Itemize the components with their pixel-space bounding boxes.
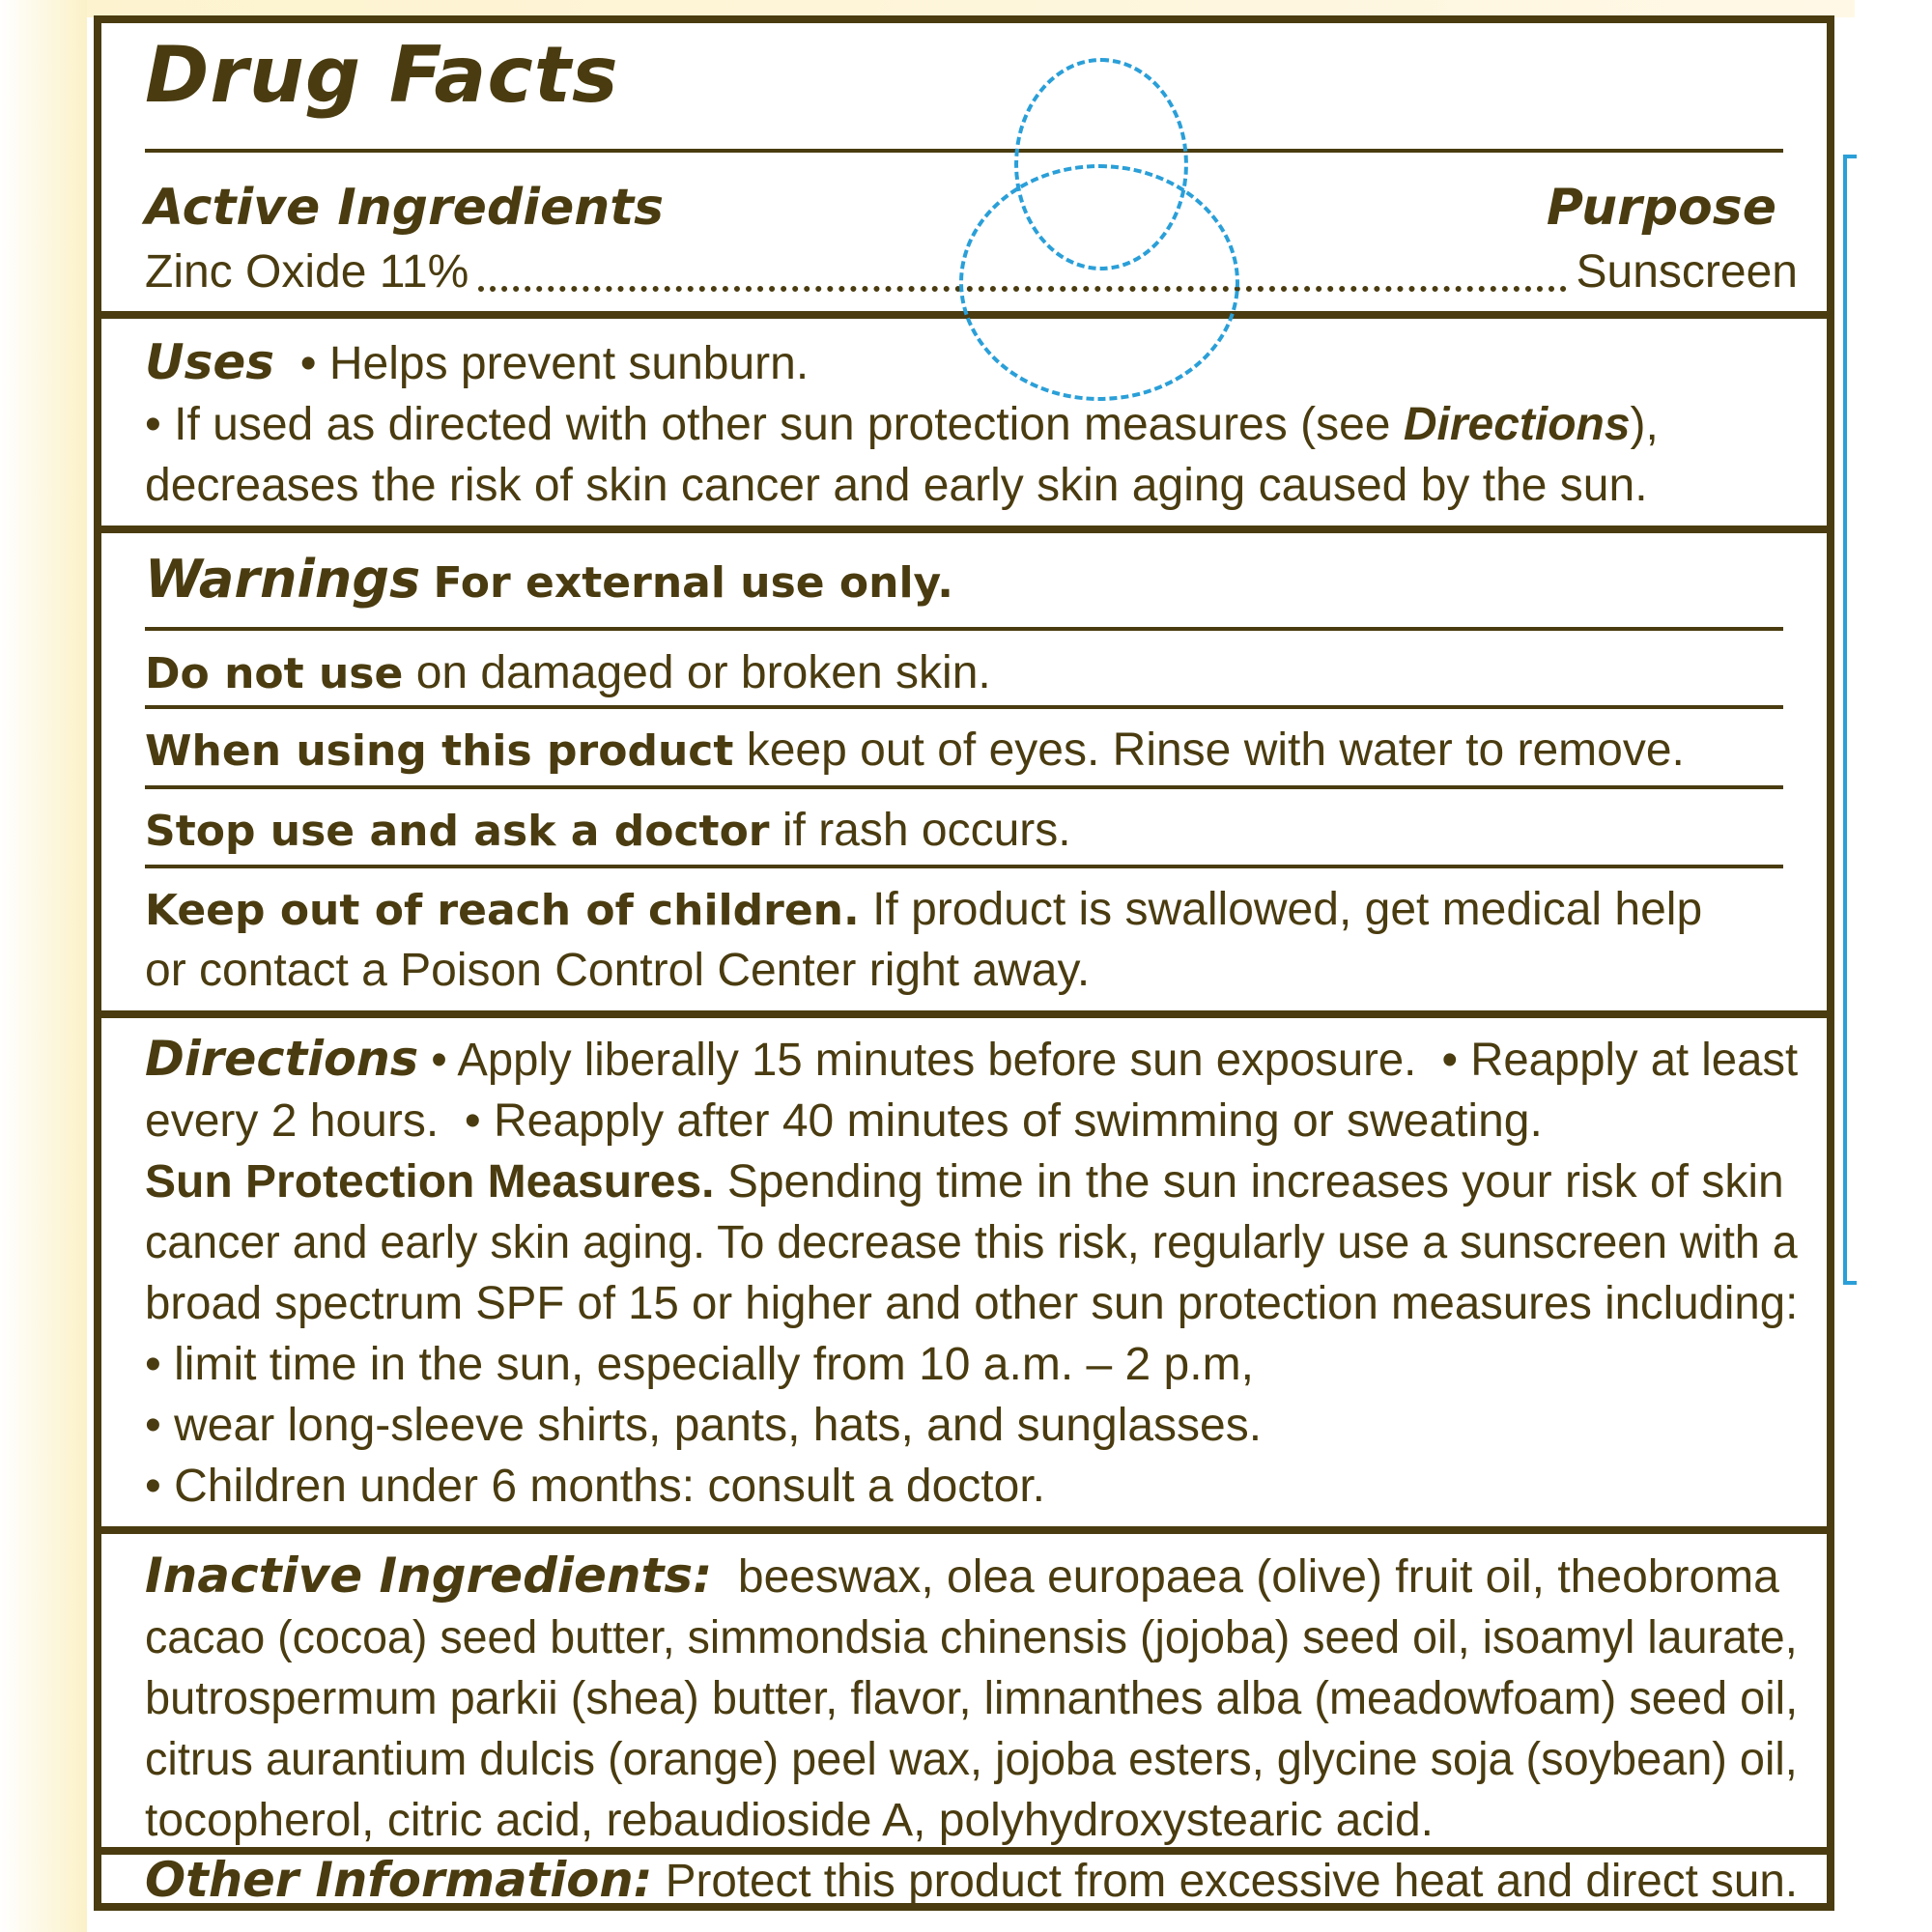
bullet-text: wear long-sleeve shirts, pants, hats, and sunglasses.	[174, 1400, 1263, 1451]
spm-label: Sun Protection Measures.	[145, 1156, 715, 1208]
drug-facts-panel	[94, 15, 1834, 1911]
right-blue-accent	[1843, 155, 1861, 1285]
do-not-use-line	[145, 643, 1798, 704]
directions-apply: Apply liberally 15 minutes before sun exposure.	[457, 1035, 1417, 1086]
directions-reapply-swim: Reapply after 40 minutes of swimming or sweating.	[493, 1095, 1543, 1147]
directions-reapply: Reapply at least	[1470, 1035, 1799, 1086]
warnings-line	[145, 549, 1798, 613]
warnings-external: For external use only.	[433, 558, 953, 608]
inactive-line-1	[145, 1548, 1798, 1607]
spm-line-3: broad spectrum SPF of 15 or higher and other sun protection measures including:	[145, 1278, 1799, 1329]
active-ingredient-purpose: Sunscreen	[1576, 246, 1798, 298]
spm-text-1: Spending time in the sun increases your risk of skin	[726, 1156, 1784, 1208]
warnings-rule	[145, 705, 1783, 709]
warnings-rule	[145, 785, 1783, 789]
active-ingredients-header: Active Ingredients	[145, 179, 665, 237]
directions-bullet-1: • limit time in the sun, especially from 10 a.m. – 2 p.m,	[145, 1339, 1254, 1390]
spm-line-2: cancer and early skin aging. To decrease this risk, regularly use a sunscreen with a	[145, 1217, 1798, 1268]
do-not-use-label: Do not use	[145, 649, 404, 698]
section-divider	[101, 526, 1827, 533]
other-info-text: Protect this product from excessive heat and direct sun.	[665, 1856, 1799, 1907]
title-rule	[145, 149, 1783, 153]
bullet-text: limit time in the sun, especially from 10 a.m. – 2 p.m,	[174, 1339, 1254, 1390]
when-using-line	[145, 721, 1798, 781]
page-title: Drug Facts	[145, 30, 619, 120]
directions-label: Directions	[145, 1031, 419, 1087]
inactive-label: Inactive Ingredients:	[145, 1548, 713, 1604]
other-info-line	[145, 1852, 1799, 1912]
directions-bullet-2: • wear long-sleeve shirts, pants, hats, and sunglasses.	[145, 1400, 1263, 1451]
stop-use-text: if rash occurs.	[781, 805, 1071, 856]
inactive-line-2: cacao (cocoa) seed butter, simmondsia chinensis (jojoba) seed oil, isoamyl laurate,	[145, 1612, 1798, 1663]
when-using-text: keep out of eyes. Rinse with water to remove.	[746, 724, 1685, 776]
keep-out-text: If product is swallowed, get medical help	[872, 884, 1703, 935]
spm-line-1	[145, 1152, 1798, 1212]
do-not-use-text: on damaged or broken skin.	[415, 647, 991, 698]
inactive-text-1: beeswax, olea europaea (olive) fruit oil, theobroma	[737, 1551, 1779, 1603]
uses-label: Uses	[145, 334, 275, 390]
section-divider	[101, 1526, 1827, 1534]
stop-use-label: Stop use and ask a doctor	[145, 807, 770, 856]
inactive-line-4: citrus aurantium dulcis (orange) peel wax, jojoba esters, glycine soja (soybean) oil,	[145, 1734, 1798, 1785]
uses-line-1: Uses • Helps prevent sunburn.	[145, 334, 810, 390]
inactive-line-3: butrospermum parkii (shea) butter, flavor, limnanthes alba (meadowfoam) seed oil,	[145, 1673, 1799, 1724]
warnings-rule	[145, 627, 1783, 631]
when-using-label: When using this product	[145, 726, 734, 776]
warnings-label: Warnings	[145, 549, 421, 610]
uses-line-3: decreases the risk of skin cancer and early skin aging caused by the sun.	[145, 460, 1648, 511]
uses-directions-emphasis: Directions	[1403, 399, 1631, 450]
bullet-text: Children under 6 months: consult a doctor.	[174, 1461, 1045, 1512]
other-info-label: Other Information:	[145, 1852, 653, 1908]
purpose-header: Purpose	[1546, 179, 1776, 237]
uses-line-2: • If used as directed with other sun protection measures (see Directions),	[145, 399, 1659, 450]
uses-bullet-2: If used as directed with other sun protection measures (see	[174, 399, 1391, 450]
keep-out-line	[145, 880, 1798, 941]
active-ingredient-name: Zinc Oxide 11%	[145, 246, 469, 298]
inactive-line-5: tocopherol, citric acid, rebaudioside A, polyhydroxystearic acid.	[145, 1795, 1435, 1846]
keep-out-line-2: or contact a Poison Control Center right away.	[145, 945, 1091, 996]
warnings-rule	[145, 865, 1783, 868]
uses-bullet-1: Helps prevent sunburn.	[328, 338, 810, 389]
directions-bullet-3: • Children under 6 months: consult a doctor.	[145, 1461, 1045, 1512]
directions-every-2-hours: every 2 hours.	[145, 1095, 440, 1147]
directions-line-1: Directions • Apply liberally 15 minutes before sun exposure. • Reapply at least	[145, 1031, 1799, 1087]
stop-use-line	[145, 801, 1798, 862]
left-background-strip	[0, 0, 87, 1932]
section-divider	[101, 1010, 1827, 1018]
directions-line-2: every 2 hours. • Reapply after 40 minutes of swimming or sweating.	[145, 1095, 1543, 1147]
uses-bullet-2-end: ),	[1630, 399, 1659, 450]
dashed-guide-circle-bottom	[959, 164, 1239, 401]
keep-out-label: Keep out of reach of children.	[145, 886, 860, 935]
